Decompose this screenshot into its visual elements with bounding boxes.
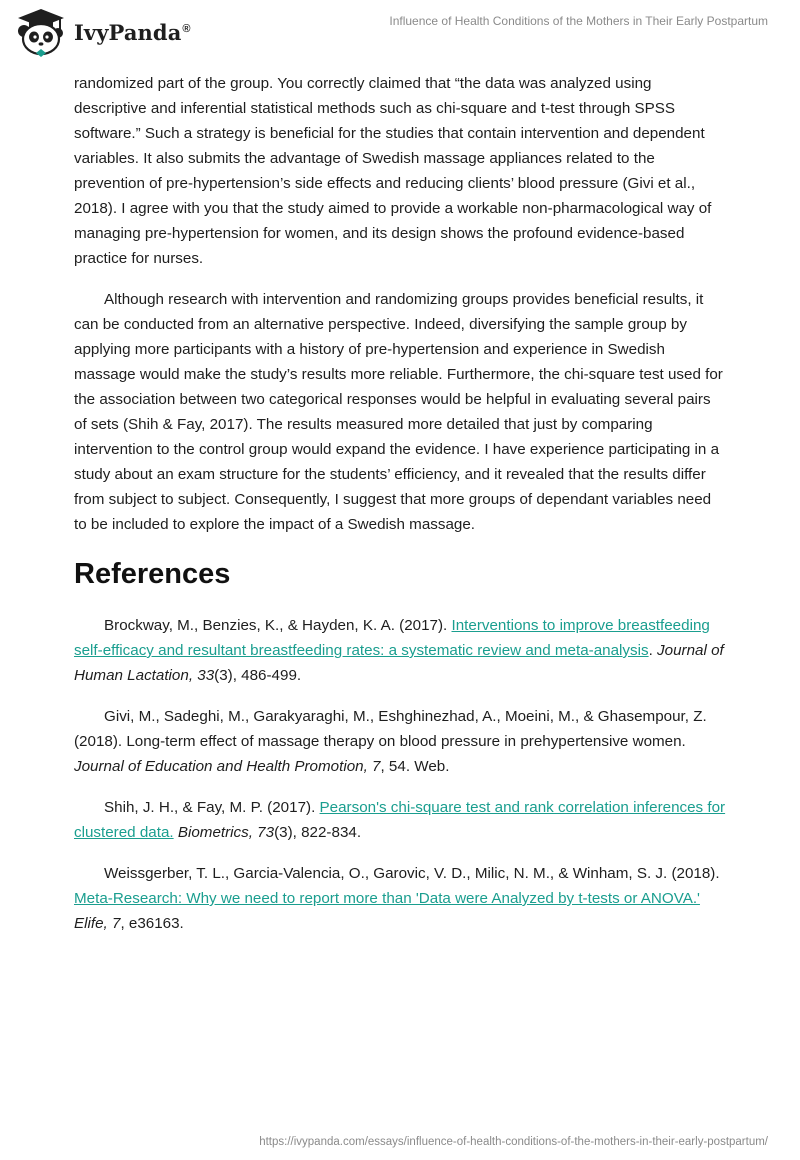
reference-item: Givi, M., Sadeghi, M., Garakyaraghi, M., Eshghinezhad, A., Moeini, M., & Ghasempour, Z. (2018). Long-term effect of massage therapy on blood pressure in prehypertensive women. Journal of Education and Health Promotion, 7, 54. Web.: [74, 708, 707, 775]
reference-link[interactable]: Interventions to improve breastfeeding self-efficacy and resultant breastfeeding rates: a systematic review and meta-analysis: [74, 617, 710, 659]
reference-item: Brockway, M., Benzies, K., & Hayden, K. A. (2017). Interventions to improve breastfeeding self-efficacy and resultant breastfeeding rates: a systematic review and meta-analysis. Journal of Human Lactation, 33(3), 486-499.: [74, 617, 724, 684]
page-header: [0, 0, 800, 70]
ivypanda-logo[interactable]: [14, 7, 191, 57]
essay-content: [74, 71, 726, 952]
logo-wordmark: IvyPanda®: [74, 19, 191, 45]
reference-item: Shih, J. H., & Fay, M. P. (2017). Pearson's chi-square test and rank correlation inferences for clustered data. Biometrics, 73(3), 822-834.: [74, 799, 726, 841]
source-url[interactable]: https://ivypanda.com/essays/influence-of-health-conditions-of-the-mothers-in-their-early-postpartum/: [259, 1136, 768, 1148]
reference-link[interactable]: Meta-Research: Why we need to report more than 'Data were Analyzed by t-tests or ANOVA.': [74, 890, 700, 907]
references-heading: References: [74, 558, 231, 590]
body-paragraph: Although research with intervention and randomizing groups provides beneficial results, it can be conducted from an alternative perspective. Indeed, diversifying the sample group by applying more participants with a history of pre-hypertension and experience in Swedish massage would make the study’s results more reliable. Furthermore, the chi-square test used for the association between two categorical responses would be helpful in evaluating several pairs of sets (Shih & Fay, 2017). The results measured more detailed that just by comparing intervention to the control group would expand the evidence. I have experience participating in a study about an exam structure for the students’ efficiency, and it revealed that the results differ from subject to subject. Consequently, I suggest that more groups of dependant variables need to be included to explore the impact of a Swedish massage.: [74, 291, 723, 533]
reference-item: Weissgerber, T. L., Garcia-Valencia, O., Garovic, V. D., Milic, N. M., & Winham, S. J. (2018). Meta-Research: Why we need to report more than 'Data were Analyzed by t-tests or ANOVA.' Elife, 7, e36163.: [74, 865, 720, 932]
document-title: Influence of Health Conditions of the Mothers in Their Early Postpartum: [389, 14, 768, 28]
panda-graduate-icon: [14, 7, 68, 57]
body-paragraph: randomized part of the group. You correctly claimed that “the data was analyzed using descriptive and inferential statistical methods such as chi-square and t-test through SPSS software.” Such a strategy is beneficial for the studies that contain intervention and dependent variables. It also submits the advantage of Swedish massage appliances related to the prevention of pre-hypertension’s side effects and reducing clients’ blood pressure (Givi et al., 2018). I agree with you that the study aimed to provide a workable non-pharmacological way of managing pre-hypertension for women, and its design shows the profound evidence-based practice for nurses.: [74, 75, 712, 267]
reference-link[interactable]: Pearson's chi-square test and rank correlation inferences for clustered data.: [74, 799, 726, 841]
